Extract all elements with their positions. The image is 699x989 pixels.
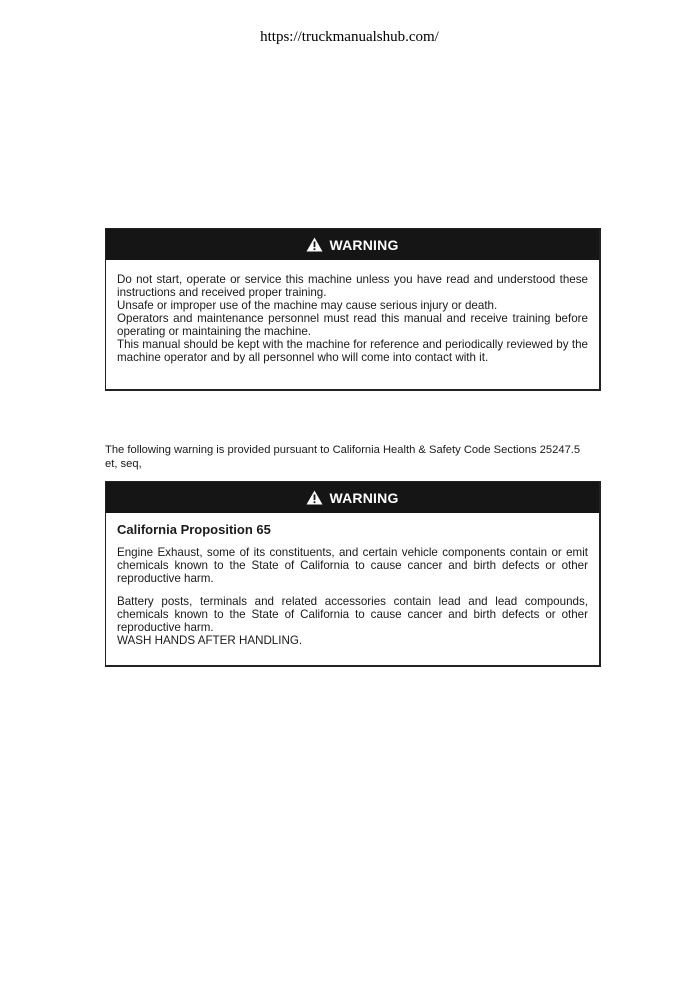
proposition-title: California Proposition 65: [117, 522, 271, 537]
warning-body: [106, 513, 599, 659]
warning-header: [106, 482, 599, 513]
warning-triangle-icon: [306, 490, 323, 505]
warning-title: WARNING: [329, 236, 399, 253]
warning-title: WARNING: [329, 489, 399, 506]
warning-line: Unsafe or improper use of the machine may cause serious injury or death.: [117, 299, 498, 312]
intro-text: The following warning is provided pursuant to California Health & Safety Code Sections 25247.5 et, seq,: [105, 444, 581, 470]
warning-header: [106, 229, 599, 260]
warning-box-general: [105, 228, 601, 391]
warning-line: Do not start, operate or service this machine unless you have read and understood these instructions and received proper training.: [117, 273, 588, 299]
warning-line: Operators and maintenance personnel must read this manual and receive training before operating or maintaining the machine.: [117, 312, 588, 338]
warning-paragraph: Battery posts, terminals and related accessories contain lead and lead compounds, chemicals known to the State of California to cause cancer and birth defects or other reproductive harm.: [117, 595, 588, 634]
warning-closing: WASH HANDS AFTER HANDLING.: [117, 634, 303, 647]
warning-line: This manual should be kept with the machine for reference and periodically reviewed by the machine operator and by all personnel who will come into contact with it.: [117, 338, 588, 364]
source-url: https://truckmanualshub.com/: [260, 29, 439, 45]
warning-triangle-icon: [306, 237, 323, 252]
warning-body: [106, 260, 599, 376]
warning-box-prop65: [105, 481, 601, 667]
warning-paragraph: Engine Exhaust, some of its constituents, and certain vehicle components contain or emit chemicals known to the State of California to cause cancer and birth defects or other reproductive harm.: [117, 546, 588, 585]
